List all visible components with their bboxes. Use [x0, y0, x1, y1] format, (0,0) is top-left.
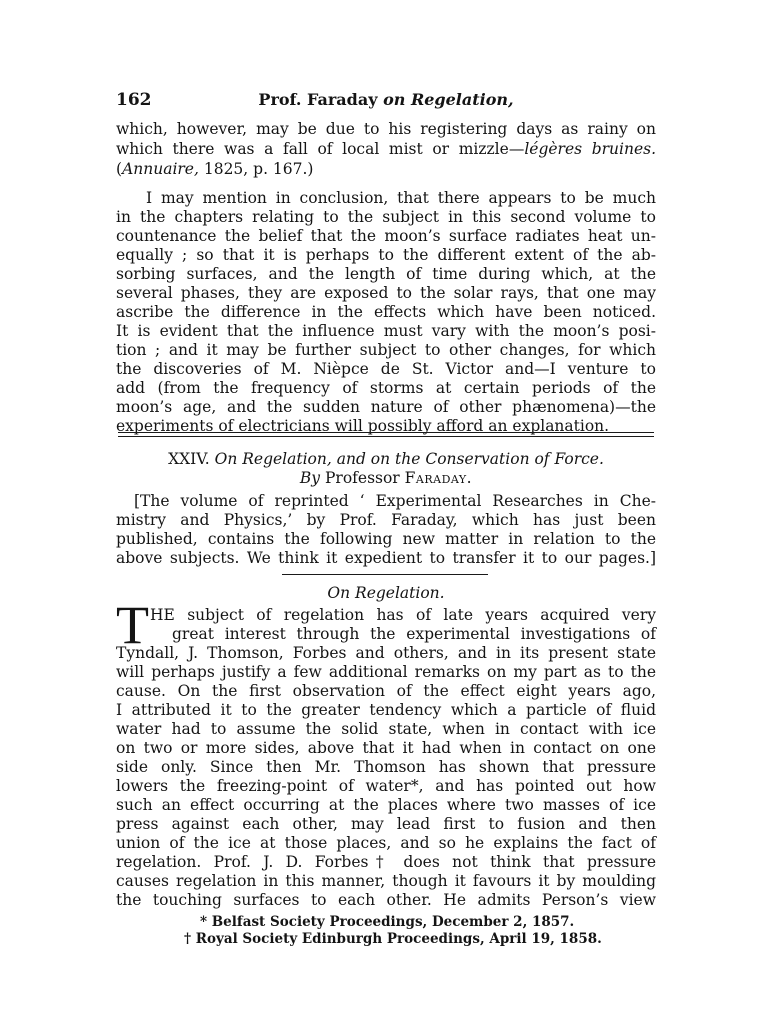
- para1-line2-text: which there was a fall of local mist or mizzle—: [116, 140, 525, 158]
- para2-line: tion ; and it may be further subject to other changes, for which: [116, 341, 656, 359]
- body-line: the touching surfaces to each other. He admits Person’s view: [116, 891, 656, 909]
- footnote: † Royal Society Edinburgh Proceedings, April 19, 1858.: [184, 931, 602, 947]
- para2-line: add (from the frequency of storms at certain periods of the: [116, 379, 656, 397]
- para2-line: I may mention in conclusion, that there appears to be much: [146, 189, 656, 207]
- running-title-topic: on Regelation,: [383, 90, 514, 109]
- page-number: 162: [116, 90, 152, 110]
- article-byline: [116, 468, 656, 488]
- para2-line: sorbing surfaces, and the length of time during which, at the: [116, 265, 656, 283]
- intro-line: [The volume of reprinted ‘ Experimental Researches in Che-: [134, 492, 656, 510]
- section-divider-bottom: [118, 436, 654, 437]
- para2-line: several phases, they are exposed to the solar rays, that one may: [116, 284, 656, 302]
- subsection-rule: [282, 574, 488, 575]
- para1-line3-open: (: [116, 160, 123, 178]
- body-line: great interest through the experimental investigations of: [172, 625, 656, 643]
- para1-line: which, however, may be due to his registering days as rainy on: [116, 120, 656, 138]
- body-line: causes regelation in this manner, though it favours it by moulding: [116, 872, 656, 890]
- body-line: water had to assume the solid state, when in contact with ice: [116, 720, 656, 738]
- intro-line: above subjects. We think it expedient to transfer it to our pages.]: [116, 549, 656, 567]
- body-line: such an effect occurring at the places where two masses of ice: [116, 796, 656, 814]
- para2-line: in the chapters relating to the subject in this second volume to: [116, 208, 656, 226]
- section-divider-top: [118, 432, 654, 433]
- para1-line3-rest: 1825, p. 167.): [198, 160, 314, 178]
- body-line: press against each other, may lead first to fusion and then: [116, 815, 656, 833]
- byline-by: By: [299, 469, 321, 487]
- body-line: Tyndall, J. Thomson, Forbes and others, and in its present state: [116, 644, 656, 662]
- para2-line: the discoveries of M. Nièpce de St. Victor and—I venture to: [116, 360, 656, 378]
- para2-line: experiments of electricians will possibly afford an explanation.: [116, 417, 610, 435]
- para2-line: ascribe the difference in the effects which have been noticed.: [116, 303, 656, 321]
- body-line: union of the ice at those places, and so he explains the fact of: [116, 834, 656, 852]
- body-line: HE subject of regelation has of late years acquired very: [150, 606, 656, 624]
- footnote: * Belfast Society Proceedings, December 2, 1857.: [200, 914, 575, 930]
- running-header: [116, 90, 656, 114]
- drop-cap: T: [116, 595, 149, 655]
- body-line: lowers the freezing-point of water*, and has pointed out how: [116, 777, 656, 795]
- article-heading: [116, 449, 656, 469]
- body-line: side only. Since then Mr. Thomson has shown that pressure: [116, 758, 656, 776]
- intro-line: mistry and Physics,’ by Prof. Faraday, which has just been: [116, 511, 656, 529]
- body-line: on two or more sides, above that it had when in contact on one: [116, 739, 656, 757]
- article-title: On Regelation, and on the Conservation of Force.: [214, 450, 604, 468]
- running-title-author: Prof. Faraday: [258, 90, 384, 109]
- section-title: On Regelation.: [327, 584, 445, 602]
- para2-line: moon’s age, and the sudden nature of other phænomena)—the: [116, 398, 656, 416]
- intro-line: published, contains the following new matter in relation to the: [116, 530, 656, 548]
- para2-line: countenance the belief that the moon’s surface radiates heat un-: [116, 227, 656, 245]
- para1-line2-italic: légères bruines.: [524, 140, 657, 158]
- body-line: will perhaps justify a few additional remarks on my part as to the: [116, 663, 656, 681]
- article-number: XXIV.: [168, 450, 215, 468]
- para1-line: [116, 139, 656, 159]
- para2-line: equally ; so that it is perhaps to the different extent of the ab-: [116, 246, 656, 264]
- para1-line: [116, 159, 656, 179]
- running-title: [116, 90, 656, 109]
- body-line: regelation. Prof. J. D. Forbes† does not think that pressure: [116, 853, 656, 871]
- para2-line: It is evident that the influence must vary with the moon’s posi-: [116, 322, 656, 340]
- body-line: I attributed it to the greater tendency which a particle of fluid: [116, 701, 656, 719]
- byline-professor: Professor: [320, 469, 405, 487]
- byline-author: Faraday.: [404, 469, 473, 487]
- body-line: cause. On the first observation of the effect eight years ago,: [116, 682, 656, 700]
- para1-line3-italic: Annuaire,: [122, 160, 199, 178]
